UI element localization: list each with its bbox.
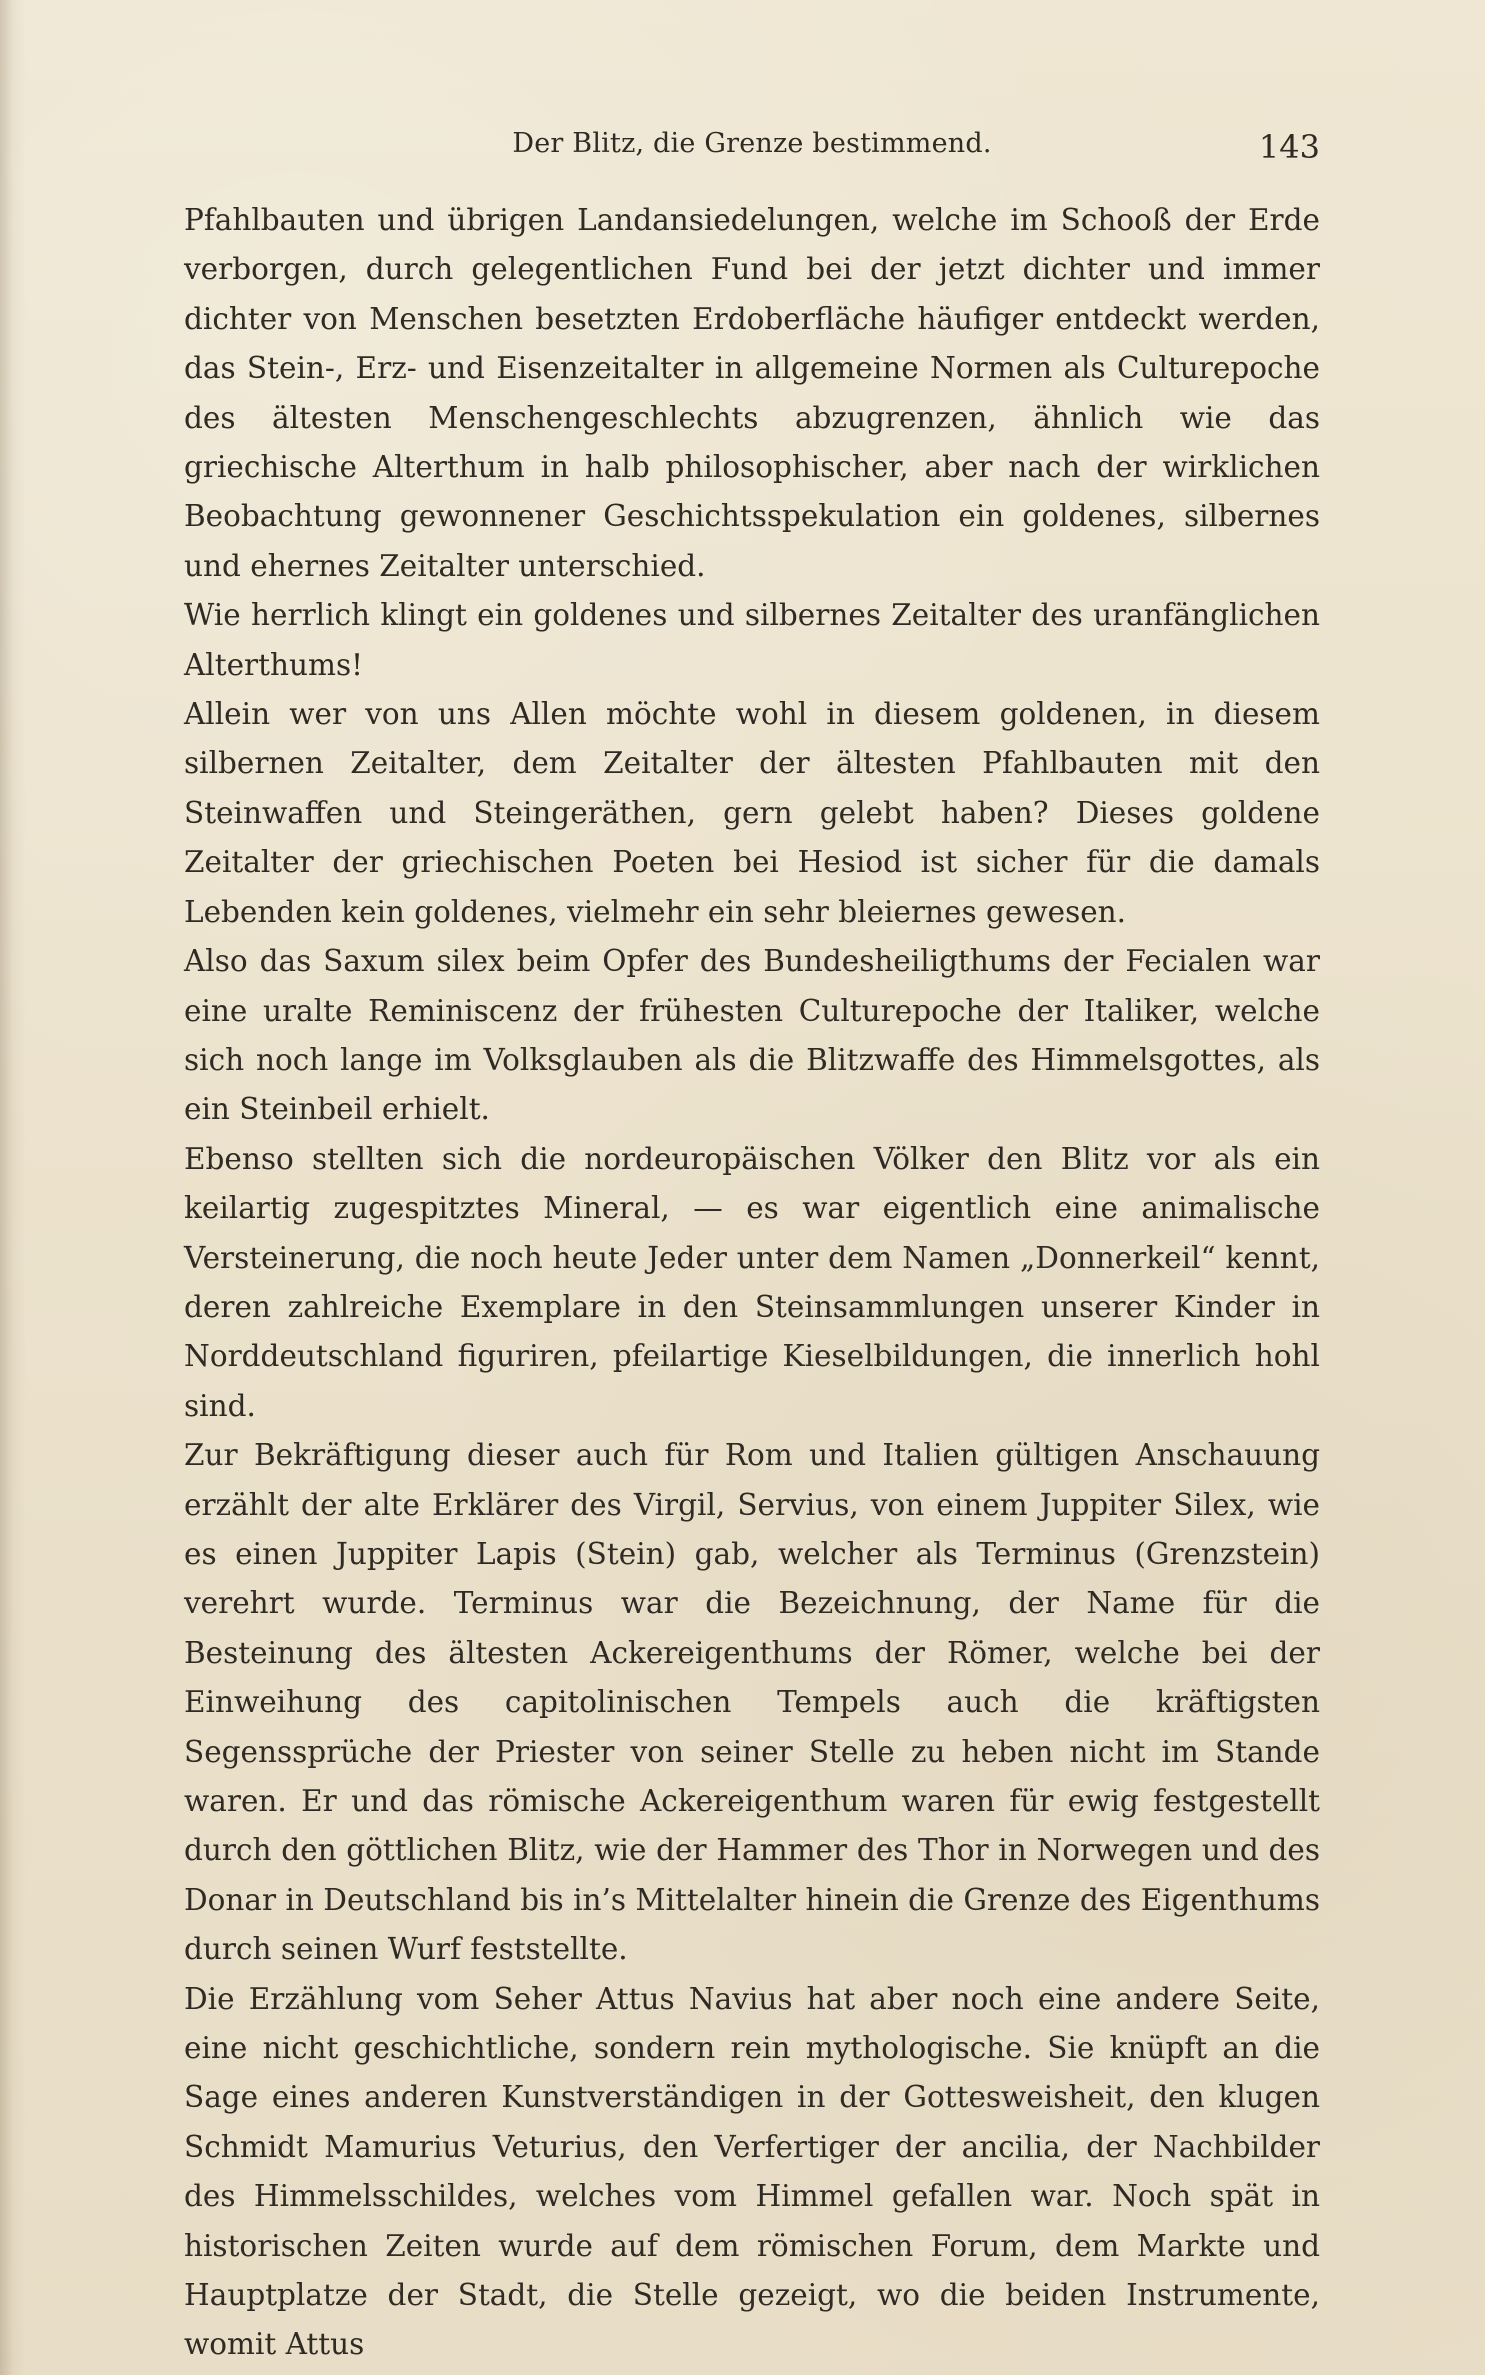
main-text xyxy=(184,196,1320,2370)
page-number: 143 xyxy=(1258,128,1320,166)
running-header xyxy=(184,128,1320,168)
paragraph-3: Allein wer von uns Allen möchte wohl in diesem goldenen, in diesem silbernen Zeitalter, dem Zeitalter der ältesten Pfahlbauten mit den Steinwaffen und Steingeräthen, gern gelebt haben? Dieses goldene Zeitalter der griechischen Poeten bei Hesiod ist sicher für die damals Lebenden kein goldenes, vielmehr ein sehr bleiernes gewesen. xyxy=(184,697,1320,929)
header-title: Der Blitz, die Grenze bestimmend. xyxy=(512,128,992,159)
paragraph-4: Also das Saxum silex beim Opfer des Bundesheiligthums der Fecialen war eine uralte Reminiscenz der frühesten Culturepoche der Italiker, welche sich noch lange im Volksglauben als die Blitzwaffe des Himmelsgottes, als ein Steinbeil erhielt. xyxy=(184,944,1320,1127)
paragraph-7: Die Erzählung vom Seher Attus Navius hat aber noch eine andere Seite, eine nicht geschichtliche, sondern rein mythologische. Sie knüpft an die Sage eines anderen Kunstverständigen in der Gottesweisheit, den klugen Schmidt Mamurius Veturius, den Verfertiger der ancilia, der Nachbilder des Himmelsschildes, welches vom Himmel gefallen war. Noch spät in historischen Zeiten wurde auf dem römischen Forum, dem Markte und Hauptplatze der Stadt, die Stelle gezeigt, wo die beiden Instrumente, womit Attus xyxy=(184,1981,1320,2362)
paragraph-6: Zur Bekräftigung dieser auch für Rom und Italien gültigen Anschauung erzählt der alte Erklärer des Virgil, Servius, von einem Juppiter Silex, wie es einen Juppiter Lapis (Stein) gab, welcher als Terminus (Grenzstein) verehrt wurde. Terminus war die Bezeichnung, der Name für die Besteinung des ältesten Ackereigenthums der Römer, welche bei der Einweihung des capitolinischen Tempels auch die kräftigsten Segenssprüche der Priester von seiner Stelle zu heben nicht im Stande waren. Er und das römische Ackereigenthum waren für ewig festgestellt durch den göttlichen Blitz, wie der Hammer des Thor in Norwegen und des Donar in Deutschland bis in’s Mittelalter hinein die Grenze des Eigenthums durch seinen Wurf feststellte. xyxy=(184,1438,1320,1967)
paragraph-2: Wie herrlich klingt ein goldenes und silbernes Zeitalter des uranfänglichen Alterthums! xyxy=(184,598,1320,682)
paragraph-1: Pfahlbauten und übrigen Landansiedelungen, welche im Schooß der Erde verborgen, durch gelegentlichen Fund bei der jetzt dichter und immer dichter von Menschen besetzten Erdoberfläche häufiger entdeckt werden, das Stein-, Erz- und Eisenzeitalter in allgemeine Normen als Culturepoche des ältesten Menschengeschlechts abzugrenzen, ähnlich wie das griechische Alterthum in halb philosophischer, aber nach der wirklichen Beobachtung gewonnener Geschichtsspekulation ein goldenes, silbernes und ehernes Zeitalter unterschied. xyxy=(184,203,1320,583)
paragraph-5: Ebenso stellten sich die nordeuropäischen Völker den Blitz vor als ein keilartig zugespitztes Mineral, — es war eigentlich eine animalische Versteinerung, die noch heute Jeder unter dem Namen „Donnerkeil“ kennt, deren zahlreiche Exemplare in den Steinsammlungen unserer Kinder in Norddeutschland figuriren, pfeilartige Kieselbildungen, die innerlich hohl sind. xyxy=(184,1141,1320,1423)
page-gutter-shadow xyxy=(0,0,26,2375)
